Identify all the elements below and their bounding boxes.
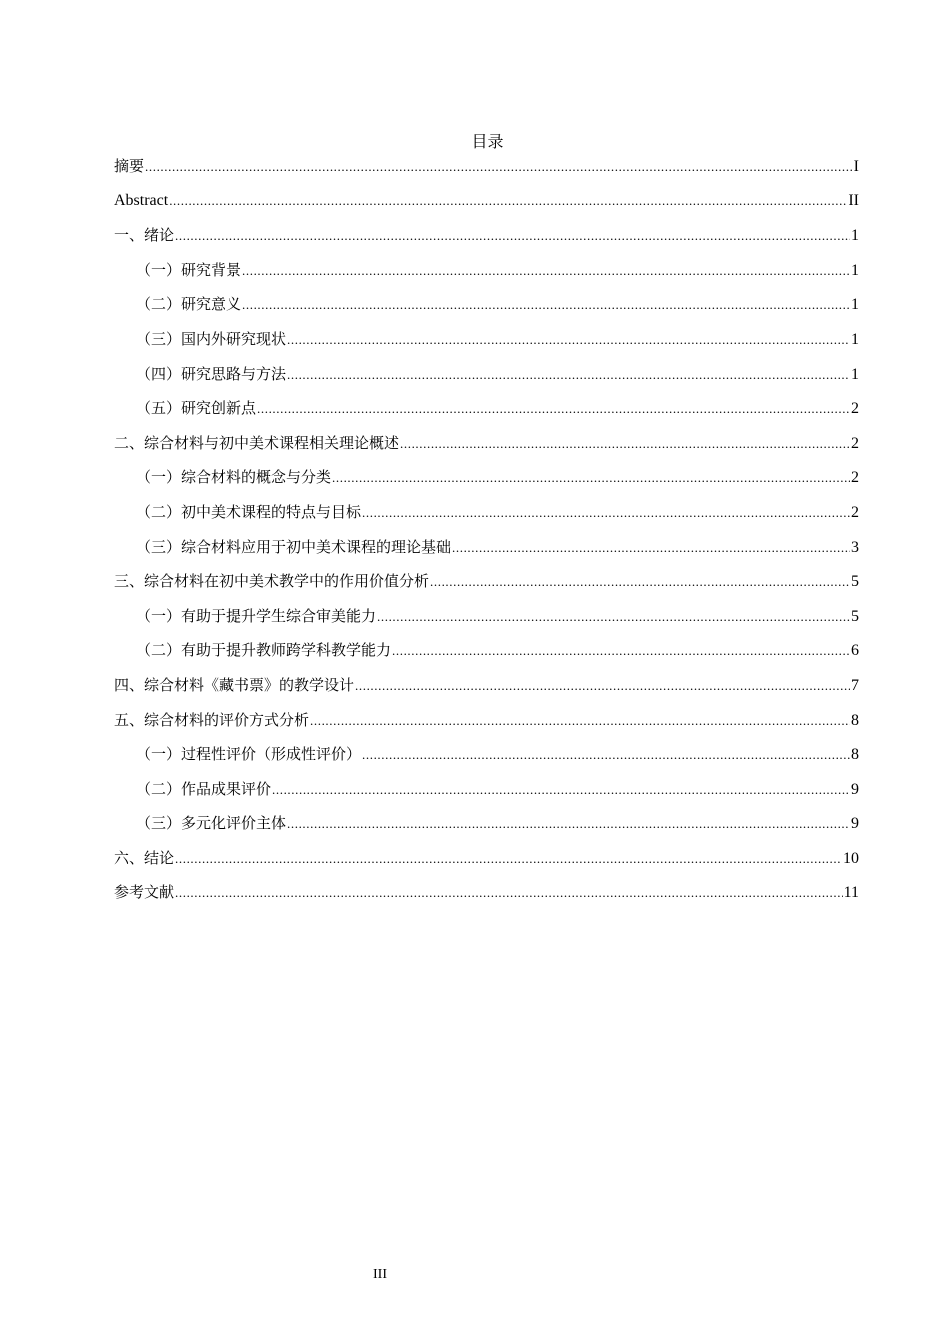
toc-dot-leader bbox=[242, 260, 850, 282]
toc-dot-leader bbox=[287, 813, 850, 835]
toc-dot-leader bbox=[332, 467, 850, 489]
toc-dot-leader bbox=[242, 294, 850, 316]
toc-dot-leader bbox=[175, 882, 843, 904]
toc-entry-text: （二）研究意义 bbox=[136, 295, 242, 314]
toc-dot-leader bbox=[400, 433, 850, 455]
toc-page-number: 1 bbox=[851, 261, 859, 279]
toc-page-number: 2 bbox=[851, 400, 859, 418]
toc-entry-text: （三）多元化评价主体 bbox=[136, 814, 287, 833]
toc-page-number: 1 bbox=[851, 296, 859, 314]
toc-entry-abstract-en[interactable] bbox=[114, 190, 859, 225]
toc-entry-text: （三）国内外研究现状 bbox=[136, 329, 287, 348]
toc-page-number: I bbox=[853, 158, 859, 175]
toc-dot-leader bbox=[452, 537, 850, 559]
toc-entry-text: （一）过程性评价（形成性评价） bbox=[136, 745, 362, 764]
toc-dot-leader bbox=[392, 640, 850, 662]
toc-dot-leader bbox=[287, 364, 850, 386]
toc-page-number: 7 bbox=[851, 676, 859, 694]
toc-page-number: II bbox=[848, 191, 859, 209]
toc-entry-section-1-5[interactable] bbox=[114, 397, 859, 432]
toc-entry-text: 参考文献 bbox=[114, 883, 175, 902]
toc-dot-leader bbox=[169, 190, 847, 212]
toc-page-number: 8 bbox=[851, 711, 859, 729]
toc-dot-leader bbox=[175, 225, 850, 247]
toc-entry-text: （一）有助于提升学生综合审美能力 bbox=[136, 606, 377, 625]
toc-entry-text: （二）初中美术课程的特点与目标 bbox=[136, 502, 362, 521]
toc-entry-chapter-2[interactable] bbox=[114, 432, 859, 467]
toc-entry-text: （四）研究思路与方法 bbox=[136, 364, 287, 383]
table-of-contents bbox=[114, 155, 859, 916]
toc-entry-section-1-3[interactable] bbox=[114, 328, 859, 363]
toc-entry-text: 五、综合材料的评价方式分析 bbox=[114, 710, 310, 729]
toc-page-number: 1 bbox=[851, 365, 859, 383]
toc-dot-leader bbox=[287, 329, 850, 351]
toc-entry-section-5-2[interactable] bbox=[114, 778, 859, 813]
toc-dot-leader bbox=[272, 779, 850, 801]
toc-entry-text: （二）有助于提升教师跨学科教学能力 bbox=[136, 641, 392, 660]
toc-entry-text: 二、综合材料与初中美术课程相关理论概述 bbox=[114, 433, 400, 452]
toc-entry-chapter-5[interactable] bbox=[114, 709, 859, 744]
toc-entry-text: 四、综合材料《藏书票》的教学设计 bbox=[114, 675, 355, 694]
toc-page-number: 10 bbox=[843, 849, 859, 867]
toc-entry-section-2-2[interactable] bbox=[114, 501, 859, 536]
toc-entry-chapter-4[interactable] bbox=[114, 674, 859, 709]
toc-entry-section-5-1[interactable] bbox=[114, 743, 859, 778]
toc-entry-section-2-3[interactable] bbox=[114, 536, 859, 571]
toc-entry-section-1-2[interactable] bbox=[114, 293, 859, 328]
toc-page-number: 8 bbox=[851, 746, 859, 764]
toc-dot-leader bbox=[362, 744, 850, 766]
toc-page-number: 3 bbox=[851, 538, 859, 556]
toc-entry-text: 六、结论 bbox=[114, 848, 175, 867]
toc-entry-section-1-4[interactable] bbox=[114, 363, 859, 398]
toc-page-number: 5 bbox=[851, 573, 859, 591]
toc-page-number: 6 bbox=[851, 642, 859, 660]
toc-entry-chapter-1[interactable] bbox=[114, 224, 859, 259]
toc-dot-leader bbox=[257, 398, 850, 420]
toc-dot-leader bbox=[355, 675, 850, 697]
toc-entry-text: （一）研究背景 bbox=[136, 260, 242, 279]
toc-entry-references[interactable] bbox=[114, 881, 859, 916]
toc-entry-text: （五）研究创新点 bbox=[136, 399, 257, 418]
toc-dot-leader bbox=[430, 571, 850, 593]
toc-title: 目录 bbox=[471, 132, 504, 151]
toc-dot-leader bbox=[310, 710, 850, 732]
toc-dot-leader bbox=[175, 848, 842, 870]
toc-entry-section-2-1[interactable] bbox=[114, 466, 859, 501]
toc-entry-chapter-6[interactable] bbox=[114, 847, 859, 882]
toc-page-number: 9 bbox=[851, 780, 859, 798]
toc-entry-section-3-1[interactable] bbox=[114, 605, 859, 640]
toc-dot-leader bbox=[377, 606, 850, 628]
toc-entry-text: Abstract bbox=[114, 191, 169, 209]
toc-entry-text: （三）综合材料应用于初中美术课程的理论基础 bbox=[136, 537, 452, 556]
toc-entry-section-5-3[interactable] bbox=[114, 812, 859, 847]
toc-page-number: 1 bbox=[851, 330, 859, 348]
toc-entry-text: 一、绪论 bbox=[114, 226, 175, 245]
toc-entry-text: （二）作品成果评价 bbox=[136, 779, 272, 798]
toc-entry-chapter-3[interactable] bbox=[114, 570, 859, 605]
toc-dot-leader bbox=[145, 156, 853, 178]
toc-entry-text: 三、综合材料在初中美术教学中的作用价值分析 bbox=[114, 572, 430, 591]
toc-entry-text: 摘要 bbox=[114, 157, 145, 175]
toc-page-number: 9 bbox=[851, 815, 859, 833]
toc-page-number: 2 bbox=[851, 469, 859, 487]
footer-page-number: III bbox=[373, 1267, 387, 1282]
toc-page-number: 2 bbox=[851, 434, 859, 452]
toc-page-number: 1 bbox=[851, 227, 859, 245]
toc-page-number: 5 bbox=[851, 607, 859, 625]
toc-page-number: 2 bbox=[851, 503, 859, 521]
toc-entry-section-3-2[interactable] bbox=[114, 639, 859, 674]
toc-page-number: 11 bbox=[843, 884, 859, 902]
toc-dot-leader bbox=[362, 502, 850, 524]
toc-entry-text: （一）综合材料的概念与分类 bbox=[136, 468, 332, 487]
toc-entry-section-1-1[interactable] bbox=[114, 259, 859, 294]
toc-entry-abstract-cn[interactable] bbox=[114, 155, 859, 190]
